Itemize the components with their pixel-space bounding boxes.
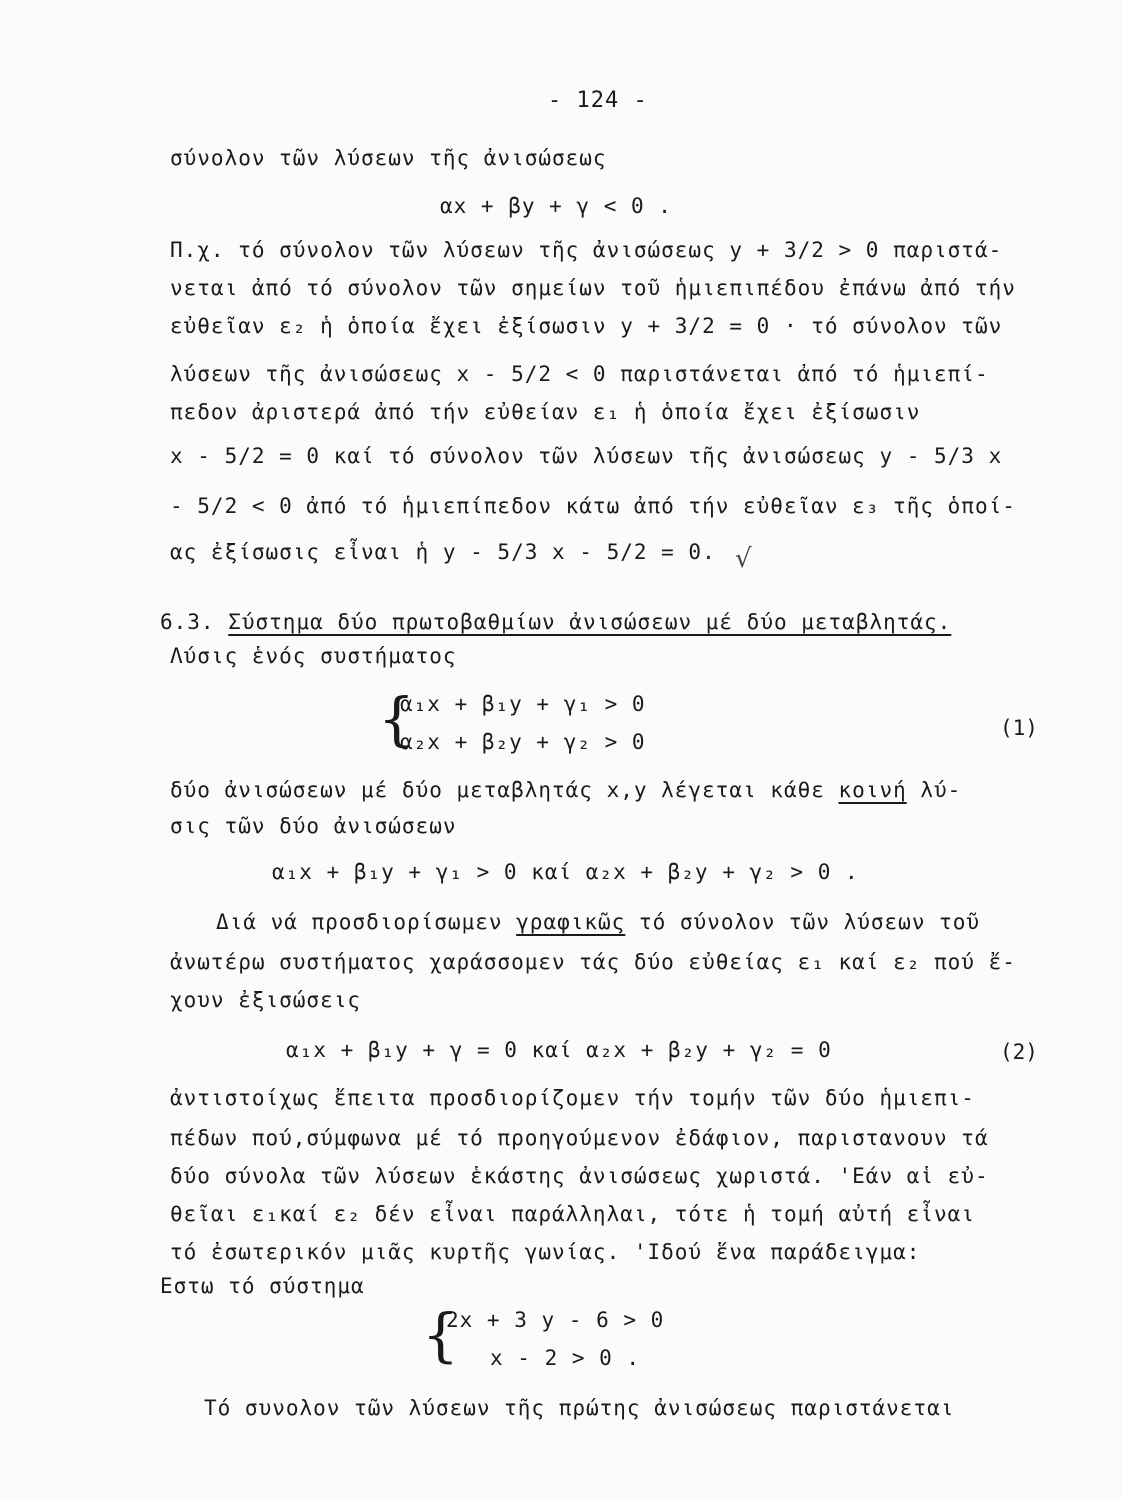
last-line: Τό συνολον τῶν λύσεων τῆς πρώτης ἀνισώσεως παριστάνεται — [204, 1396, 955, 1420]
system2-eq1: 2x + 3 y - 6 > 0 — [446, 1308, 665, 1332]
system1-brace: { — [378, 685, 415, 753]
para3-line2: ἀνωτέρω συστήματος χαράσσομεν τάς δύο εὐθείας ε₁ καί ε₂ πού ἔ- — [170, 950, 1016, 974]
text-line-1: σύνολον τῶν λύσεων τῆς ἀνισώσεως — [170, 146, 607, 170]
para3-line7: θεῖαι ε₁καί ε₂ δέν εἶναι παράλληλαι, τότε ἡ τομή αὐτή εἶναι — [170, 1202, 975, 1226]
text-line-6: λύσεων τῆς ἀνισώσεως x - 5/2 < 0 παριστάνεται ἀπό τό ἡμιεπί- — [170, 362, 989, 386]
para3-line3: χουν ἐξισώσεις — [170, 988, 362, 1012]
text-line-7: πεδον ἀριστερά ἀπό τήν εὐθείαν ε₁ ἡ ὁποία ἔχει ἐξίσωσιν — [170, 400, 921, 424]
para3-line5: πέδων πού,σύμφωνα μέ τό προηγούμενον ἐδάφιον, παριστανουν τά — [170, 1126, 989, 1150]
para3-eq-label: (2) — [1000, 1040, 1038, 1064]
system1-label: (1) — [1000, 716, 1038, 740]
section-number: 6.3. — [160, 610, 215, 634]
text-line-5: εὐθεῖαν ε₂ ἡ ὁποία ἔχει ἐξίσωσιν y + 3/2 = 0 · τό σύνολον τῶν — [170, 314, 1003, 338]
para3-equation: α₁x + β₁y + γ = 0 καί α₂x + β₂y + γ₂ = 0 — [286, 1038, 832, 1062]
inequality-general: αx + βy + γ < 0 . — [440, 194, 672, 218]
system1-eq1: α₁x + β₁y + γ₁ > 0 — [400, 692, 646, 716]
system1-eq2: α₂x + β₂y + γ₂ > 0 — [400, 730, 646, 754]
text-line-8: x - 5/2 = 0 καί τό σύνολον τῶν λύσεων τῆς ἀνισώσεως y - 5/3 x — [170, 444, 1003, 468]
section-title: Σύστημα δύο πρωτοβαθμίων ἀνισώσεων μέ δύο μεταβλητάς. — [228, 610, 952, 634]
section-subtitle: Λύσις ἑνός συστήματος — [170, 644, 457, 668]
system2-brace: { — [422, 1301, 459, 1369]
text-line-3: Π.χ. τό σύνολον τῶν λύσεων τῆς ἀνισώσεως y + 3/2 > 0 παριστά- — [170, 238, 1003, 262]
para3-line8: τό ἐσωτερικόν μιᾶς κυρτῆς γωνίας. 'Ιδού ἕνα παράδειγμα: — [170, 1240, 921, 1264]
para2-line1-end: λύ- — [906, 778, 962, 802]
text-line-10: ας ἐξίσωσις εἶναι ἡ y - 5/3 x - 5/2 = 0. — [170, 540, 716, 564]
para2-line1 — [170, 778, 961, 802]
text-line-9: - 5/2 < 0 ἀπό τό ἡμιεπίπεδον κάτω ἀπό τήν εὐθεῖαν ε₃ τῆς ὁποί- — [170, 494, 1016, 518]
para3-line1-end: τό σύνολον τῶν λύσεων τοῦ — [625, 910, 981, 934]
underlined-koini: κοινή — [838, 778, 907, 802]
check-mark: √ — [735, 544, 752, 574]
page-number: - 124 - — [548, 88, 648, 113]
underlined-grafikos: γραφικῶς — [516, 910, 626, 934]
system2-eq2: x - 2 > 0 . — [490, 1346, 641, 1370]
para2-equation: α₁x + β₁y + γ₁ > 0 καί α₂x + β₂y + γ₂ > 0 . — [272, 860, 859, 884]
para3-line1-text: Διά νά προσδιορίσωμεν — [216, 910, 517, 934]
para2-line1-text: δύο ἀνισώσεων μέ δύο μεταβλητάς x,y λέγεται κάθε — [170, 778, 839, 802]
para3-line6: δύο σύνολα τῶν λύσεων ἑκάστης ἀνισώσεως χωριστά. 'Εάν αἱ εὐ- — [170, 1164, 989, 1188]
para3-line9: Εστω τό σύστημα — [160, 1274, 365, 1298]
text-line-4: νεται ἀπό τό σύνολον τῶν σημείων τοῦ ἡμιεπιπέδου ἐπάνω ἀπό τήν — [170, 276, 1016, 300]
para3-line1 — [216, 910, 980, 934]
para2-line2: σις τῶν δύο ἀνισώσεων — [170, 814, 457, 838]
section-heading — [160, 610, 951, 634]
para3-line4: ἀντιστοίχως ἔπειτα προσδιορίζομεν τήν τομήν τῶν δύο ἡμιεπι- — [170, 1086, 975, 1110]
